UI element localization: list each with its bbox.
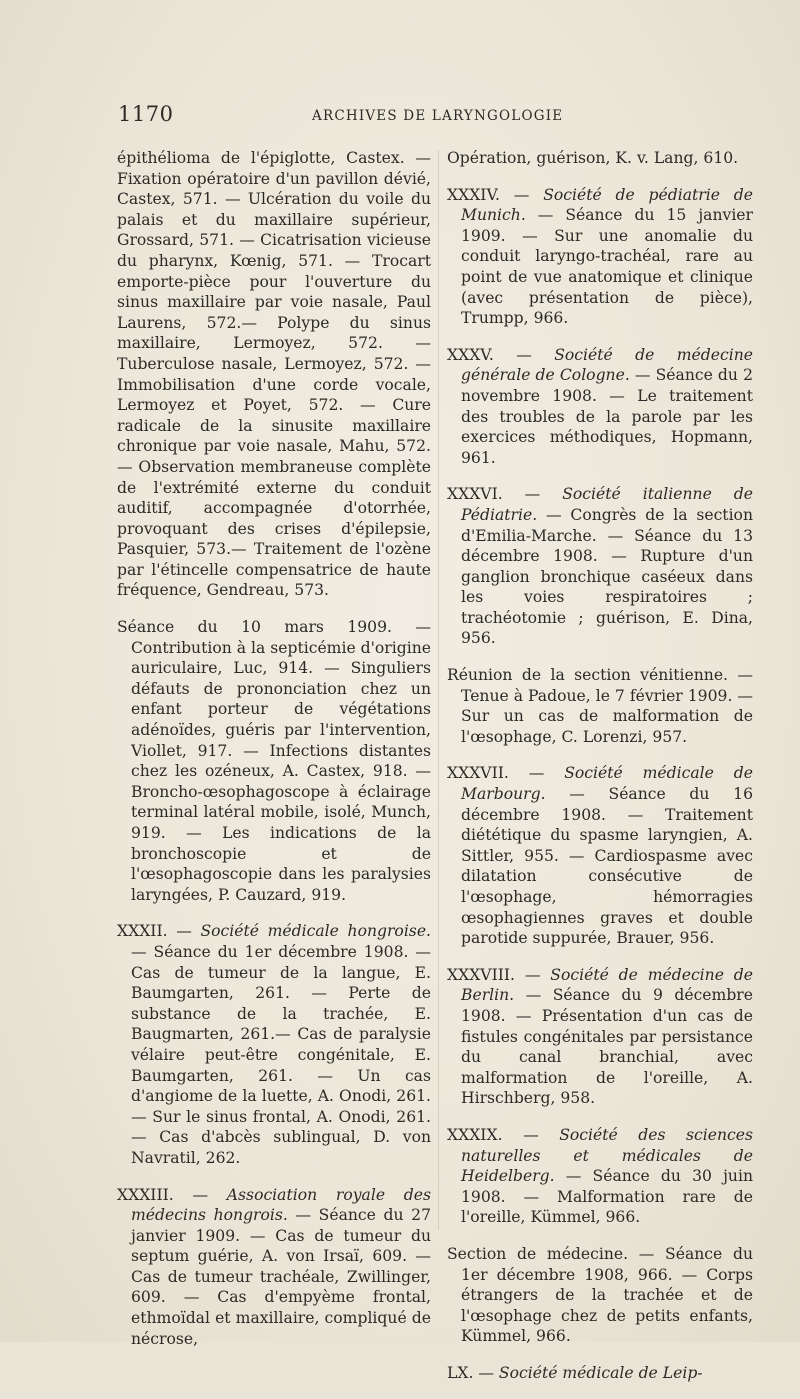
paragraph: Séance du 10 mars 1909. — Contribution à la septicémie d'origine auriculaire, Luc, 914. — Singuliers défauts de prononciation chez un enfant porteur de végétations adénoïdes, guéris par l'intervention, Viollet, 917. — Infections distantes chez les ozéneux, A. Castex, 918. — Broncho-œsophagoscope à éclairage terminal latéral mobile, isolé, Munch, 919. — Les indications de la bronchoscopie et de l'œsophagoscopie dans les paralysies laryngées, P. Cauzard, 919. — [117, 618, 431, 904]
paragraph-text: — Séance du 15 janvier 1909. — Sur une anomalie du conduit laryngo-trachéal, rare au point de vue anatomique et clinique (avec présentation de pièce), Trumpp, 966. — [461, 206, 753, 328]
paragraph — [117, 1185, 431, 1350]
paragraph — [447, 484, 753, 649]
page-header — [0, 102, 800, 132]
section-number: XXXIV. — — [447, 185, 544, 204]
section-number: XXXIII. — — [117, 1185, 227, 1204]
paragraph: Réunion de la section vénitienne. — Tenue à Padoue, le 7 février 1909. — Sur un cas de malformation de l'œsophage, C. Lorenzi, 957. — [447, 666, 753, 746]
society-name: Société médicale de Marbourg. — [461, 764, 753, 804]
society-name: Association royale des médecins hongrois. — [131, 1185, 431, 1225]
paragraph: Section de médecine. — Séance du 1er décembre 1908, 966. — Corps étrangers de la trachée et de l'œsophage chez de petits enfants, Kümmel, 966. — [447, 1244, 753, 1346]
section-number: LX. — — [447, 1363, 499, 1382]
left-column — [117, 148, 431, 1365]
right-column — [447, 148, 753, 1399]
paragraph-text: — Séance du 30 juin 1908. — Malformation rare de l'oreille, Kümmel, 966. — [461, 1167, 753, 1227]
society-name: Société italienne de Pédiatrie. — [461, 485, 753, 524]
paragraph-text: — Séance du 16 décembre 1908. — Traitement diététique du spasme laryngien, A. Sittler, 955. — Cardiospasme avec dilatation consécutive de l'œsophage, hémorragies œsophagiennes graves et double parotide suppurée, Brauer, 956. — [461, 785, 753, 948]
society-name: Société de médecine générale de Cologne. — [461, 345, 753, 385]
paragraph — [117, 921, 431, 1168]
paragraph: Opération, guérison, K. v. Lang, 610. — [447, 149, 739, 167]
society-name: Société de médecine de Berlin. — [461, 965, 753, 1005]
column-divider — [438, 150, 439, 1230]
society-name: Société médicale hongroise. — [200, 922, 431, 941]
paragraph — [447, 1125, 753, 1228]
society-name: Société de pédiatrie de Munich. — [461, 185, 753, 225]
paragraph-text: — Séance du 1er décembre 1908. — Cas de tumeur de la langue, E. Baumgarten, 261. — Perte de substance de la trachée, E. Baugmarten, 261.— Cas de paralysie vélaire peut-être congénitale, E. Baumgarten, 261. — Un cas d'angiome de la luette, A. Onodi, 261. — Sur le sinus frontal, A. Onodi, 261. — Cas d'abcès sublingual, D. von Navratil, 262. — [131, 942, 431, 1167]
paragraph-text: — Congrès de la section d'Emilia-Marche. — Séance du 13 décembre 1908. — Rupture d'un ganglion bronchique caséeux dans les voies respiratoires ; trachéotomie ; guérison, E. Dina, 956. — [461, 505, 753, 648]
page-number: 1170 — [118, 102, 174, 126]
paragraph — [447, 345, 753, 469]
section-number: XXXVI. — — [447, 485, 563, 504]
section-number: XXXII. — — [117, 922, 201, 941]
paragraph-text: — Séance du 27 janvier 1909. — Cas de tumeur du septum guérie, A. von Irsaï, 609. — Cas de tumeur trachéale, Zwillinger, 609. — Cas d'empyème frontal, ethmoïdal et maxillaire, compliqué de nécrose, — [131, 1206, 431, 1348]
paragraph-text: — Séance du 2 novembre 1908. — Le traitement des troubles de la parole par les exercices méthodiques, Hopmann, 961. — [461, 366, 753, 467]
paragraph — [447, 965, 753, 1109]
paragraph — [447, 1363, 753, 1384]
paragraph — [447, 763, 753, 948]
section-number: XXXVII. — — [447, 764, 565, 783]
society-name: Société des sciences naturelles et médicales de Heidelberg. — [461, 1125, 753, 1186]
paragraph-text: — Séance du 9 décembre 1908. — Présentation d'un cas de fistules congénitales par persistance du canal branchial, avec malformation de l'oreille, A. Hirschberg, 958. — [461, 986, 753, 1108]
paragraph: épithélioma de l'épiglotte, Castex. — Fixation opératoire d'un pavillon dévié, Castex, 571. — Ulcération du voile du palais et du maxillaire supérieur, Grossard, 571. — Cicatrisation vicieuse du pharynx, Kœnig, 571. — Trocart emporte-pièce pour l'ouverture du sinus maxillaire par voie nasale, Paul Laurens, 572.— Polype du sinus maxillaire, Lermoyez, 572. — Tuberculose nasale, Lermoyez, 572. — Immobilisation d'une corde vocale, Lermoyez et Poyet, 572. — Cure radicale de la sinusite maxillaire chronique par voie nasale, Mahu, 572. — Observation membraneuse complète de l'extrémité externe du conduit auditif, accompagnée d'otorrhée, provoquant des crises d'épilepsie, Pasquier, 573.— Traitement de l'ozène par l'étincelle compensatrice de haute fréquence, Gendreau, 573. — [117, 149, 431, 600]
section-number: XXXVIII. — — [447, 965, 551, 984]
section-number: XXXIX. — — [447, 1125, 560, 1144]
section-number: XXXV. — — [447, 345, 555, 364]
paragraph — [447, 185, 753, 329]
society-name: Société médicale de Leip- — [498, 1363, 703, 1382]
running-head: ARCHIVES DE LARYNGOLOGIE — [312, 108, 564, 124]
